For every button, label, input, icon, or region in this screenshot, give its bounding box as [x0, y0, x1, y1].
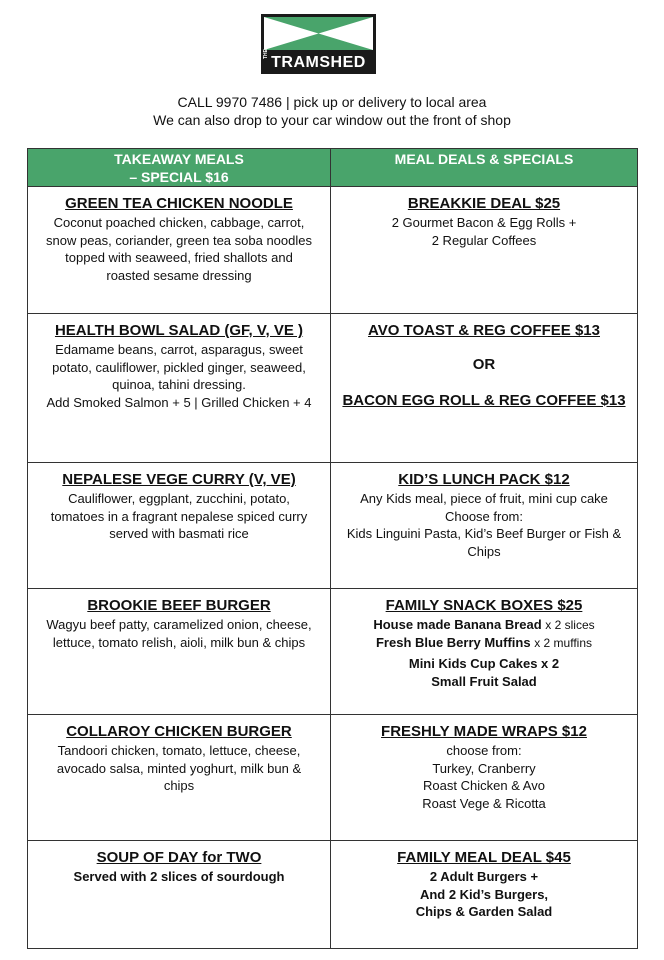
takeaway-header-line2: – SPECIAL $16: [129, 169, 229, 185]
deal-cell: [331, 187, 638, 314]
snack-item-1-qty: x 2 slices: [545, 618, 595, 632]
deal-title: FAMILY MEAL DEAL $45: [397, 849, 571, 866]
deals-header: MEAL DEALS & SPECIALS: [331, 149, 638, 187]
logo-prefix: THE: [263, 49, 269, 59]
deal-description: Any Kids meal, piece of fruit, mini cup cake Choose from: Kids Linguini Pasta, Kid’s Beef Burger or Fish & Chips: [346, 491, 622, 559]
deal-title: FRESHLY MADE WRAPS $12: [381, 723, 587, 740]
deal-description: 2 Adult Burgers + And 2 Kid’s Burgers, Chips & Garden Salad: [415, 869, 553, 919]
menu-row: [28, 715, 638, 841]
takeaway-cell: [28, 187, 331, 314]
deal-cell: [331, 715, 638, 841]
takeaway-header-line1: TAKEAWAY MEALS: [114, 151, 244, 167]
takeaway-cell: [28, 463, 331, 589]
snack-item-1: House made Banana Bread: [373, 617, 542, 632]
deal-title: FAMILY SNACK BOXES $25: [385, 597, 583, 614]
item-description: Wagyu beef patty, caramelized onion, cheese, lettuce, tomato relish, aioli, milk bun & chips: [46, 617, 312, 650]
logo-text: TRAMSHED: [271, 54, 366, 71]
item-title: SOUP OF DAY for TWO: [96, 849, 262, 866]
item-title: BROOKIE BEEF BURGER: [87, 597, 271, 614]
deal-cell: [331, 589, 638, 715]
menu-row: [28, 589, 638, 715]
deal-title: KID’S LUNCH PACK $12: [398, 471, 570, 488]
snack-item-3: Mini Kids Cup Cakes x 2: [408, 656, 560, 671]
item-description: Cauliflower, eggplant, zucchini, potato, tomatoes in a fragrant nepalese spiced curry served with basmati rice: [50, 491, 308, 541]
item-description: Served with 2 slices of sourdough: [73, 869, 285, 884]
contact-line-2: We can also drop to your car window out the front of shop: [153, 112, 511, 128]
menu-row: [28, 841, 638, 949]
item-title: COLLAROY CHICKEN BURGER: [66, 723, 292, 740]
menu-row: [28, 463, 638, 589]
item-description: Edamame beans, carrot, asparagus, sweet potato, cauliflower, pickled ginger, seaweed, quinoa, tahini dressing. Add Smoked Salmon + 5 | Grilled Chicken + 4: [46, 342, 312, 410]
item-description: Coconut poached chicken, cabbage, carrot, snow peas, coriander, green tea soba noodles topped with seaweed, fried shallots and roasted sesame dressing: [46, 215, 312, 283]
snack-item-2-qty: x 2 muffins: [534, 636, 593, 650]
deal-title: BREAKKIE DEAL $25: [407, 195, 561, 212]
item-title: HEALTH BOWL SALAD (GF, V, VE ): [54, 322, 304, 339]
deal-description: choose from: Turkey, Cranberry Roast Chicken & Avo Roast Vege & Ricotta: [422, 743, 546, 811]
snack-item-4: Small Fruit Salad: [431, 674, 537, 689]
menu-row: [28, 187, 638, 314]
deal-line: [339, 634, 629, 652]
takeaway-cell: [28, 715, 331, 841]
snack-item-2: Fresh Blue Berry Muffins: [375, 635, 531, 650]
item-title: GREEN TEA CHICKEN NOODLE: [65, 195, 293, 212]
deal-title: BACON EGG ROLL & REG COFFEE $13: [342, 391, 626, 409]
takeaway-cell: [28, 314, 331, 463]
tramshed-logo: [261, 14, 376, 74]
menu-header-row: [28, 149, 638, 187]
deal-line: [339, 616, 629, 634]
deal-cell: [331, 841, 638, 949]
menu-row: [28, 314, 638, 463]
deal-description: 2 Gourmet Bacon & Egg Rolls + 2 Regular Coffees: [391, 215, 577, 248]
takeaway-cell: [28, 589, 331, 715]
takeaway-cell: [28, 841, 331, 949]
takeaway-header: [28, 149, 331, 187]
item-description: Tandoori chicken, tomato, lettuce, cheese, avocado salsa, minted yoghurt, milk bun & chips: [56, 743, 302, 793]
deal-or: OR: [472, 356, 496, 373]
deal-cell: [331, 314, 638, 463]
contact-line-1: CALL 9970 7486 | pick up or delivery to local area: [177, 94, 487, 110]
item-title: NEPALESE VEGE CURRY (V, VE): [62, 471, 296, 488]
menu-table: [27, 148, 638, 949]
deal-cell: [331, 463, 638, 589]
deal-title: AVO TOAST & REG COFFEE $13: [368, 322, 600, 339]
